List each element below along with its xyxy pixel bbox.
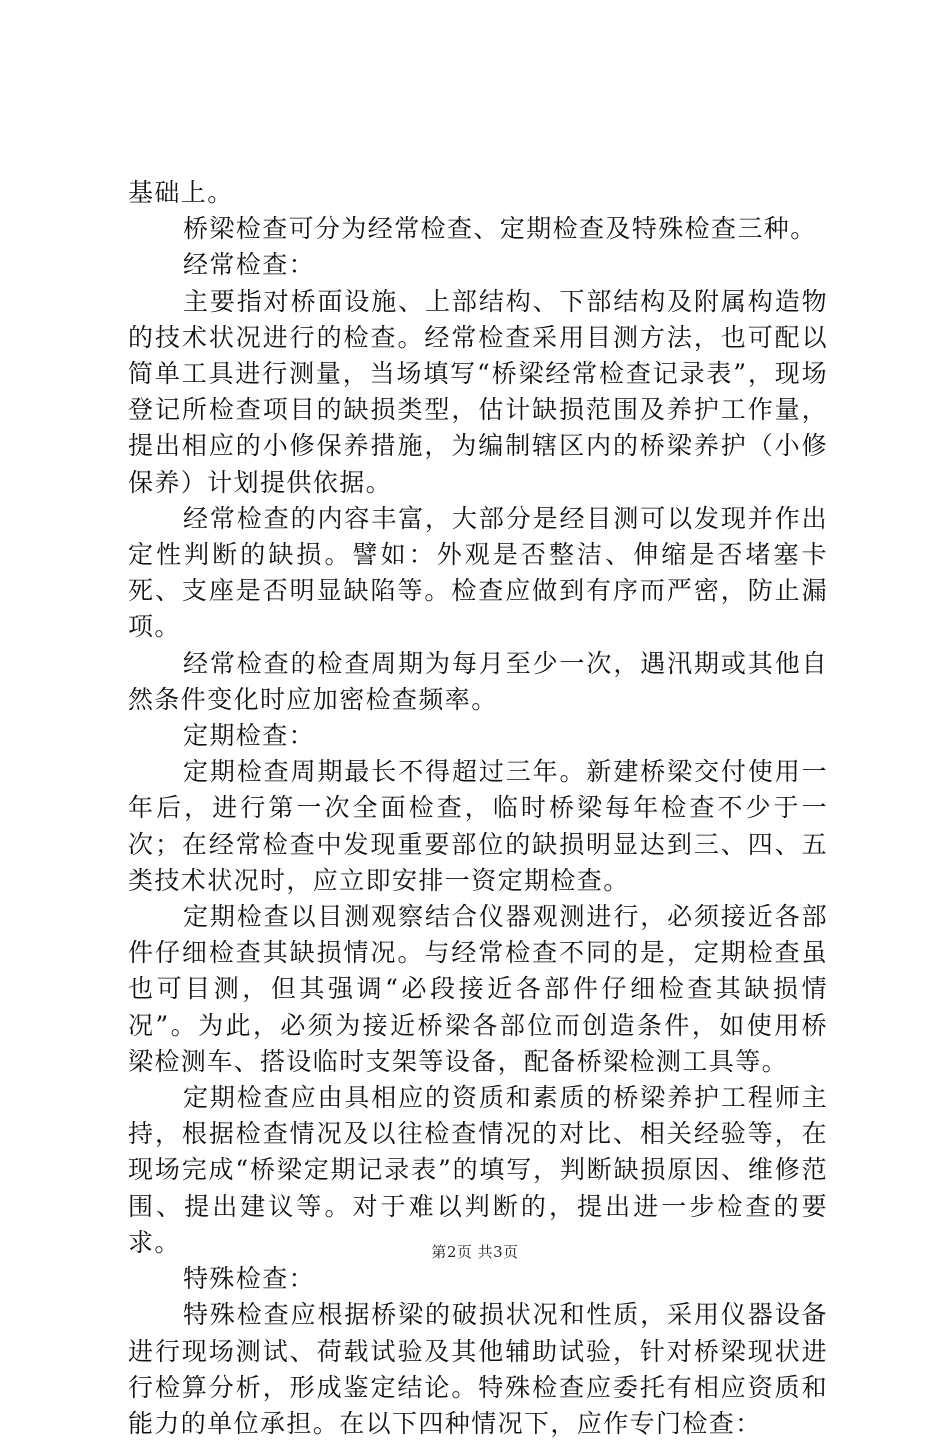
page-number-footer: 第2页 共3页 (431, 1243, 519, 1261)
paragraph-continuation: 基础上。 (128, 178, 234, 207)
paragraph-periodic-engineer: 定期检查应由具相应的资质和素质的桥梁养护工程师主持，根据检查情况及以往检查情况的对比、相关经验等，在现场完成“桥梁定期记录表”的填写，判断缺损原因、维修范围、提出建议等。对于难以判断的，提出进一步检查的要求。 (128, 1083, 828, 1257)
paragraph-special-definition: 特殊检查应根据桥梁的破损状况和性质，采用仪器设备进行现场测试、荷载试验及其他辅助试验，针对桥梁现状进行检算分析，形成鉴定结论。特殊检查应委托有相应资质和能力的单位承担。在以下四种情况下，应作专门检查： (128, 1300, 828, 1438)
paragraph-inspection-types: 桥梁检查可分为经常检查、定期检查及特殊检查三种。 (183, 214, 817, 244)
heading-special-inspection: 特殊检查： (183, 1264, 316, 1294)
paragraph-routine-definition: 主要指对桥面设施、上部结构、下部结构及附属构造物的技术状况进行的检查。经常检查采用目测方法，也可配以简单工具进行测量，当场填写“桥梁经常检查记录表”，现场登记所检查项目的缺损类型，估计缺损范围及养护工作量，提出相应的小修保养措施，为编制辖区内的桥梁养护（小修保养）计划提供依据。 (128, 286, 828, 497)
paragraph-routine-cycle: 经常检查的检查周期为每月至少一次，遇汛期或其他自然条件变化时应加密检查频率。 (128, 648, 828, 714)
paragraph-periodic-cycle: 定期检查周期最长不得超过三年。新建桥梁交付使用一年后，进行第一次全面检查，临时桥梁每年检查不少于一次；在经常检查中发现重要部位的缺损明显达到三、四、五类技术状况时，应立即安排一资定期检查。 (128, 757, 828, 895)
heading-periodic-inspection: 定期检查： (183, 721, 316, 751)
paragraph-periodic-method: 定期检查以目测观察结合仪器观测进行，必须接近各部件仔细检查其缺损情况。与经常检查不同的是，定期检查虽也可目测，但其强调“必段接近各部件仔细检查其缺损情况”。为此，必须为接近桥梁各部位而创造条件，如使用桥梁检测车、搭设临时支架等设备，配备桥梁检测工具等。 (128, 902, 828, 1076)
paragraph-routine-content: 经常检查的内容丰富，大部分是经目测可以发现并作出定性判断的缺损。譬如：外观是否整洁、伸缩是否堵塞卡死、支座是否明显缺陷等。检查应做到有序而严密，防止漏项。 (128, 503, 828, 642)
heading-routine-inspection: 经常检查： (183, 250, 316, 280)
